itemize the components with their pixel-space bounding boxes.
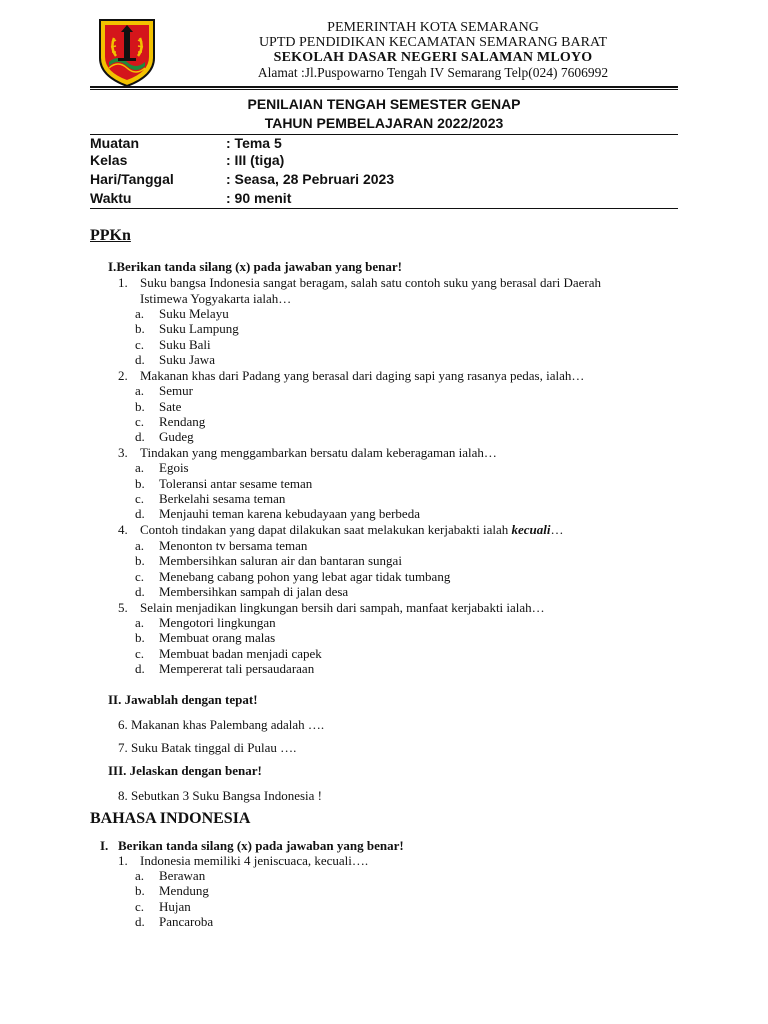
info-value-waktu: : 90 menit [226, 190, 292, 206]
question-item [118, 788, 322, 804]
answer-option [135, 646, 322, 662]
option-letter: a. [135, 383, 145, 398]
option-text: Suku Bali [159, 337, 211, 352]
question-text: Tindakan yang menggambarkan bersatu dalam keberagaman ialah… [140, 445, 497, 460]
info-label-waktu: Waktu [90, 190, 132, 206]
option-letter: d. [135, 352, 145, 367]
answer-option [135, 321, 239, 337]
option-text: Suku Melayu [159, 306, 229, 321]
option-text: Membuat orang malas [159, 630, 276, 645]
option-letter: a. [135, 306, 145, 321]
answer-option [135, 460, 189, 476]
bahasa-part1-instruction [100, 838, 404, 854]
option-letter: c. [135, 646, 145, 661]
section-heading-bahasa-indonesia: BAHASA INDONESIA [90, 810, 251, 827]
option-letter: b. [135, 553, 145, 568]
answer-option [135, 337, 211, 353]
answer-option [135, 476, 312, 492]
question-number: 1. [118, 853, 128, 868]
option-text: Membersihkan saluran air dan bantaran sungai [159, 553, 402, 568]
question-item [118, 275, 601, 291]
option-letter: d. [135, 429, 145, 444]
question-text: Selain menjadikan lingkungan bersih dari sampah, manfaat kerjabakti ialah… [140, 600, 545, 615]
option-text: Pancaroba [159, 914, 214, 929]
info-value-muatan: : Tema 5 [226, 135, 282, 151]
question-item [118, 600, 545, 616]
option-text: Hujan [159, 899, 191, 914]
answer-option [135, 914, 213, 930]
option-text: Suku Jawa [159, 352, 215, 367]
answer-option [135, 661, 314, 677]
bahasa-part1-label: I. [100, 838, 109, 853]
question-text: Suku bangsa Indonesia sangat beragam, salah satu contoh suku yang berasal dari Daerah [140, 275, 601, 290]
option-text: Egois [159, 460, 189, 475]
question-text-continued: Istimewa Yogyakarta ialah… [140, 291, 292, 306]
letterhead-divider-thin [90, 89, 678, 90]
question-item [118, 853, 368, 869]
option-letter: a. [135, 538, 145, 553]
answer-option [135, 883, 209, 899]
option-text: Suku Lampung [159, 321, 239, 336]
answer-option [135, 615, 276, 631]
question-text: Indonesia memiliki 4 jeniscuaca, kecuali…. [140, 853, 369, 868]
option-letter: b. [135, 321, 145, 336]
title-divider [90, 134, 678, 135]
question-item [118, 445, 497, 461]
question-number: 3. [118, 445, 128, 460]
question-item [118, 740, 296, 756]
option-text: Gudeg [159, 429, 194, 444]
option-text: Mempererat tali persaudaraan [159, 661, 315, 676]
question-item [118, 368, 584, 384]
option-letter: b. [135, 476, 145, 491]
option-letter: d. [135, 661, 145, 676]
question-text: Sebutkan 3 Suku Bangsa Indonesia ! [131, 788, 323, 803]
answer-option [135, 306, 229, 322]
answer-option [135, 899, 191, 915]
semarang-city-emblem [96, 18, 158, 88]
bahasa-part1-instruction-text: Berikan tanda silang (x) pada jawaban yang benar! [118, 838, 404, 853]
info-value-kelas: : III (tiga) [226, 152, 285, 168]
info-label-hari-tanggal: Hari/Tanggal [90, 171, 174, 187]
option-letter: c. [135, 414, 145, 429]
answer-option [135, 491, 285, 507]
option-letter: a. [135, 615, 145, 630]
option-text: Semur [159, 383, 193, 398]
option-text: Menebang cabang pohon yang lebat agar tidak tumbang [159, 569, 451, 584]
answer-option [135, 352, 215, 368]
ppkn-part1-label: I. [108, 259, 117, 274]
letterhead-school-name: SEKOLAH DASAR NEGERI SALAMAN MLOYO [273, 50, 593, 65]
option-letter: d. [135, 506, 145, 521]
ppkn-part2-instruction: II. Jawablah dengan tepat! [108, 692, 258, 707]
letterhead-address: Alamat :Jl.Puspowarno Tengah IV Semarang Telp(024) 7606992 [257, 65, 609, 80]
exam-year: TAHUN PEMBELAJARAN 2022/2023 [264, 115, 504, 131]
question-text: Suku Batak tinggal di Pulau …. [131, 740, 297, 755]
question-text-tail: … [550, 522, 564, 537]
question-item [118, 717, 324, 733]
question-item [118, 522, 563, 538]
answer-option [135, 569, 450, 585]
question-text: Contoh tindakan yang dapat dilakukan saat melakukan kerjabakti ialah [140, 522, 512, 537]
answer-option [135, 429, 194, 445]
answer-option [135, 630, 275, 646]
option-text: Membuat badan menjadi capek [159, 646, 322, 661]
question-number: 7. [118, 740, 128, 755]
option-text: Sate [159, 399, 182, 414]
option-text: Menonton tv bersama teman [159, 538, 308, 553]
option-letter: b. [135, 399, 145, 414]
section-heading-ppkn: PPKn [90, 227, 131, 244]
option-letter: a. [135, 868, 145, 883]
answer-option [135, 584, 348, 600]
answer-option [135, 414, 205, 430]
letterhead-government: PEMERINTAH KOTA SEMARANG [327, 20, 539, 35]
question-number: 5. [118, 600, 128, 615]
question-number: 6. [118, 717, 128, 732]
option-text: Mendung [159, 883, 209, 898]
answer-option [135, 868, 205, 884]
info-value-hari-tanggal: : Seasa, 28 Pebruari 2023 [226, 171, 395, 187]
question-emphasis-kecuali: kecuali [511, 522, 551, 537]
ppkn-part1-instruction [108, 259, 402, 275]
option-letter: c. [135, 569, 145, 584]
question-number: 4. [118, 522, 128, 537]
option-letter: c. [135, 899, 145, 914]
ppkn-part3-instruction: III. Jelaskan dengan benar! [108, 763, 262, 778]
answer-option [135, 506, 420, 522]
ppkn-part1-instruction-text: Berikan tanda silang (x) pada jawaban yang benar! [116, 259, 403, 274]
option-letter: c. [135, 337, 145, 352]
option-text: Rendang [159, 414, 206, 429]
info-divider [90, 208, 678, 209]
question-number: 2. [118, 368, 128, 383]
question-number: 8. [118, 788, 128, 803]
option-letter: c. [135, 491, 145, 506]
answer-option [135, 383, 193, 399]
option-text: Mengotori lingkungan [159, 615, 276, 630]
option-letter: d. [135, 584, 145, 599]
info-label-kelas: Kelas [90, 152, 128, 168]
option-letter: d. [135, 914, 145, 929]
option-letter: a. [135, 460, 145, 475]
exam-title: PENILAIAN TENGAH SEMESTER GENAP [247, 96, 521, 112]
option-text: Toleransi antar sesame teman [159, 476, 313, 491]
option-text: Berawan [159, 868, 206, 883]
answer-option [135, 553, 402, 569]
letterhead-divider [90, 86, 678, 88]
answer-option [135, 399, 181, 415]
option-letter: b. [135, 883, 145, 898]
option-text: Berkelahi sesama teman [159, 491, 286, 506]
question-text: Makanan khas Palembang adalah …. [131, 717, 325, 732]
option-text: Membersihkan sampah di jalan desa [159, 584, 349, 599]
letterhead-department: UPTD PENDIDIKAN KECAMATAN SEMARANG BARAT [258, 35, 608, 50]
question-number: 1. [118, 275, 128, 290]
option-letter: b. [135, 630, 145, 645]
info-label-muatan: Muatan [90, 135, 139, 151]
question-text: Makanan khas dari Padang yang berasal dari daging sapi yang rasanya pedas, ialah… [140, 368, 585, 383]
option-text: Menjauhi teman karena kebudayaan yang berbeda [159, 506, 420, 521]
answer-option [135, 538, 307, 554]
